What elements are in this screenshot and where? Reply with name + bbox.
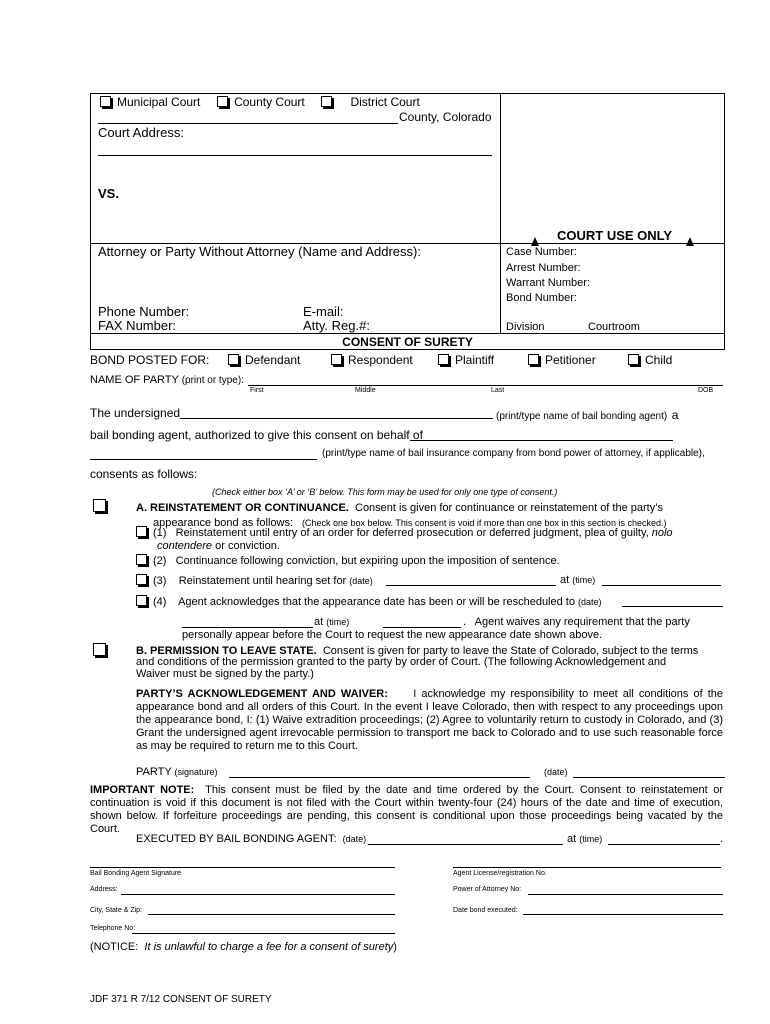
item-2-row: (2) Continuance following conviction, but expiring upon the imposition of sentence. <box>136 554 560 567</box>
court-use-only-label: COURT USE ONLY <box>557 228 673 243</box>
section-b-line3: Waiver must be signed by the party.) <box>136 668 314 680</box>
item-4-row: (4) Agent acknowledges that the appearance date has been or will be rescheduled to (date) <box>136 595 602 608</box>
party-dob-caption: DOB <box>698 387 714 394</box>
section-a-line2: appearance bond as follows: (Check one box below. This consent is void if more than one box in this section is checked.) <box>153 517 667 529</box>
insurance-company-field[interactable] <box>90 447 317 460</box>
consents-as-follows: consents as follows: <box>90 467 198 481</box>
court-type-row <box>100 95 420 109</box>
municipal-court-option[interactable]: Municipal Court <box>100 95 200 109</box>
acknowledgement-paragraph: PARTY’S ACKNOWLEDGEMENT AND WAIVER: I acknowledge my responsibility to meet all conditions of the appearance bond and all orders of this Court. In the event I leave Colorado, then with respect to any proceedings upon the appearance bond, I: (1) Waive extradition proceedings; (2) Agree to voluntarily return to custody in Colorado, and (3) Grant the undersigned agent irrevocable permission to transport me back to Colorado and to use such reasonable force as may be required to return me to this Court. <box>136 688 723 752</box>
county-name-field[interactable] <box>98 110 398 124</box>
court-address-field[interactable] <box>98 140 492 156</box>
checkbox-icon[interactable] <box>228 354 239 365</box>
arrest-number-label: Arrest Number: <box>506 262 581 274</box>
bond-posted-label: BOND POSTED FOR: <box>90 353 210 367</box>
checkbox-icon[interactable] <box>628 354 639 365</box>
checkbox-icon[interactable] <box>93 499 106 512</box>
checkbox-icon[interactable] <box>528 354 539 365</box>
item-3-date-field[interactable] <box>386 573 556 586</box>
item-4-second-date-field[interactable] <box>182 615 313 628</box>
court-use-arrow-right-icon <box>686 233 694 251</box>
checkbox-icon[interactable] <box>93 643 106 656</box>
item-4-time-field[interactable] <box>383 615 461 628</box>
check-instruction: (Check either box ‘A’ or ‘B’ below. This form may be used for only one type of consent.) <box>212 487 558 497</box>
bond-posted-respondent[interactable]: Respondent <box>331 353 413 367</box>
agent-signature-caption: Bail Bonding Agent Signature <box>90 870 182 877</box>
fax-label: FAX Number: <box>98 318 177 333</box>
item-4-line2: personally appear before the Court to request the new appearance date shown above. <box>182 629 603 641</box>
party-date-label: (date) <box>544 767 568 777</box>
telephone-label: Telephone No: <box>90 925 136 932</box>
county-suffix: County, Colorado <box>399 110 492 124</box>
item-1-row: (1) Reinstatement until entry of an order for deferred prosecution or deferred judgment, plea of guilty, nolo <box>136 526 673 539</box>
bail-agent-name-field[interactable] <box>180 405 493 419</box>
checkbox-icon[interactable] <box>100 96 111 107</box>
party-name-label: NAME OF PARTY (print or type): <box>90 374 244 386</box>
item-2-checkbox[interactable] <box>136 554 147 565</box>
executed-date-field[interactable] <box>368 832 563 845</box>
party-last-caption: Last <box>491 387 505 394</box>
form-footer: JDF 371 R 7/12 CONSENT OF SURETY <box>90 994 272 1005</box>
district-court-option[interactable]: District Court <box>321 95 419 109</box>
checkbox-icon[interactable] <box>217 96 228 107</box>
county-court-option[interactable]: County Court <box>217 95 305 109</box>
telephone-field[interactable] <box>132 923 395 934</box>
party-first-caption: First <box>250 387 264 394</box>
section-a-title-line: A. REINSTATEMENT OR CONTINUANCE. Consent is given for continuance or reinstatement of the party’s <box>136 502 663 514</box>
atty-reg-label: Atty. Reg.#: <box>303 318 370 333</box>
undersigned-suffix: (print/type name of bail bonding agent) a <box>496 408 679 422</box>
item-4-waive-text: . Agent waives any requirement that the party <box>463 616 690 628</box>
power-of-attorney-label: Power of Attorney No: <box>453 886 522 893</box>
party-date-field[interactable] <box>573 765 725 778</box>
executed-label: EXECUTED BY BAIL BONDING AGENT: (date) <box>136 833 367 845</box>
case-number-label: Case Number: <box>506 246 577 258</box>
checkbox-icon[interactable] <box>321 96 332 107</box>
important-note: IMPORTANT NOTE: This consent must be filed by the date and time ordered by the Court. Consent to reinstatement or continuation is void if this document is not filed with the Court within twenty-four (24) hours of the date and time of execution, shown below. If forfeiture proceedings are pending, this consent is conditional upon those proceedings being vacated by the Court. <box>90 784 723 835</box>
section-a-checkbox[interactable] <box>93 499 106 517</box>
bond-posted-petitioner[interactable]: Petitioner <box>528 353 596 367</box>
item-3-time-field[interactable] <box>602 573 721 586</box>
attorney-label: Attorney or Party Without Attorney (Name and Address): <box>98 244 421 259</box>
executed-period: . <box>720 833 724 845</box>
bond-number-label: Bond Number: <box>506 292 577 304</box>
caption-box <box>90 93 725 334</box>
party-signature-field[interactable] <box>229 765 530 778</box>
agent-signature-field[interactable] <box>90 857 395 868</box>
undersigned-prefix: The undersigned <box>90 406 181 420</box>
phone-label: Phone Number: <box>98 304 190 319</box>
insurance-company-caption: (print/type name of bail insurance company from bond power of attorney, if applicable), <box>322 448 705 459</box>
vs-label: VS. <box>98 186 119 201</box>
checkbox-icon[interactable] <box>438 354 449 365</box>
caption-vertical-divider <box>500 93 501 334</box>
notice-text: (NOTICE: It is unlawful to charge a fee for a consent of surety) <box>90 941 397 953</box>
address-label: Address: <box>90 886 118 893</box>
bond-posted-defendant[interactable]: Defendant <box>228 353 300 367</box>
item-3-row: (3) Reinstatement until hearing set for (date) <box>136 574 373 587</box>
undersigned-line2: bail bonding agent, authorized to give this consent on behalf of <box>90 428 423 442</box>
on-behalf-of-field[interactable] <box>410 427 673 441</box>
email-label: E-mail: <box>303 304 344 319</box>
court-address-label: Court Address: <box>98 125 184 140</box>
executed-time-label: at (time) <box>567 833 603 845</box>
section-b-line2: and conditions of the permission granted to the party by order of Court. (The following Acknowledgement and <box>136 656 667 668</box>
party-middle-caption: Middle <box>355 387 376 394</box>
item-1-checkbox[interactable] <box>136 526 147 537</box>
date-bond-executed-field[interactable] <box>523 904 723 915</box>
form-title: CONSENT OF SURETY <box>342 335 473 349</box>
item-3-time-label: at (time) <box>560 574 596 586</box>
section-b-checkbox[interactable] <box>93 643 106 661</box>
warrant-number-label: Warrant Number: <box>506 277 590 289</box>
section-b-title-line: B. PERMISSION TO LEAVE STATE. Consent is given for party to leave the State of Colorado, subject to the terms <box>136 645 699 657</box>
party-signature-label: PARTY (signature) <box>136 766 218 778</box>
city-state-zip-label: City, State & Zip: <box>90 907 142 914</box>
checkbox-icon[interactable] <box>331 354 342 365</box>
agent-license-field[interactable] <box>453 857 721 868</box>
city-state-zip-field[interactable] <box>148 904 395 915</box>
item-4-date-field[interactable] <box>622 594 723 607</box>
bond-posted-plaintiff[interactable]: Plaintiff <box>438 353 494 367</box>
division-label: Division <box>506 321 545 333</box>
item-4-time-label: at (time) <box>314 616 350 628</box>
courtroom-label: Courtroom <box>588 321 640 333</box>
item-3-checkbox[interactable] <box>136 574 147 585</box>
executed-time-field[interactable] <box>608 832 720 845</box>
item-4-checkbox[interactable] <box>136 595 147 606</box>
date-bond-executed-label: Date bond executed: <box>453 907 518 914</box>
power-of-attorney-field[interactable] <box>528 884 723 895</box>
party-name-field[interactable] <box>248 373 723 386</box>
bond-posted-child[interactable]: Child <box>628 353 672 367</box>
agent-license-caption: Agent License/registration No. <box>453 870 547 877</box>
item-1-row-2: contendere or conviction. <box>157 540 280 552</box>
address-field[interactable] <box>121 884 395 895</box>
